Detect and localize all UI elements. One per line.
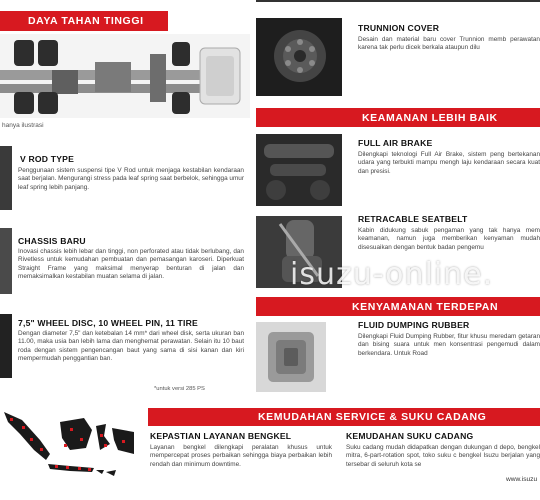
service-banner <box>148 408 540 426</box>
rubber-photo <box>256 322 326 392</box>
durability-banner <box>0 11 168 31</box>
seatbelt-title: RETRACABLE SEATBELT <box>358 214 468 224</box>
service-title: KEPASTIAN LAYANAN BENGKEL <box>150 431 292 441</box>
wheel-title: 7,5" WHEEL DISC, 10 WHEEL PIN, 11 TIRE <box>18 318 198 328</box>
chassis-illustration <box>0 34 250 118</box>
trunnion-body: Desain dan material baru cover Trunnion memb perawatan karena tak perlu dicek berkala ataupun dilu <box>358 36 540 52</box>
air-brake-body: Dilengkapi teknologi Full Air Brake, sistem peng bertekanan udara yang terbukti mampu mengh laju kendaraan secara kuat dan presisi. <box>358 151 540 175</box>
safety-banner-title: KEAMANAN LEBIH BAIK <box>362 111 498 124</box>
wheel-body: Dengan diameter 7,5" dan ketebalan 14 mm* dari wheel disk, serta ukuran ban 11.00, maka usia ban lebih lama dan menghemat perawatan. Selain itu 10 baut roda dengan sistem pengencangan baut yang sama di sisi kanan dan kiri mempermudah penggantian ban. <box>18 330 244 362</box>
seatbelt-body: Kabin didukung sabuk pengaman yang tak hanya mem keamanan, namun juga memberikan kenyaman mudah disesuaikan dengan bentuk badan pengemu <box>358 227 540 251</box>
rubber-body: Dilengkapi Fluid Dumping Rubber, fitur khusu meredam getaran dan bising suara untuk men konsentrasi pengemudi dalam berkendara. Untuk Road <box>358 333 540 357</box>
service-banner-title: KEMUDAHAN SERVICE & SUKU CADANG <box>258 411 487 423</box>
parts-body: Suku cadang mudah didapatkan dengan dukungan d depo, bengkel mitra, 6-part-rotation spot, toko suku c bengkel Isuzu berjalan yang tersebar di seluruh kota se <box>346 444 540 468</box>
website-link[interactable]: www.isuzu <box>506 476 538 483</box>
chassis-title: CHASSIS BARU <box>18 236 86 246</box>
air-brake-title: FULL AIR BRAKE <box>358 138 433 148</box>
comfort-banner-title: KENYAMANAN TERDEPAN <box>352 300 499 313</box>
wheel-photo <box>0 314 12 378</box>
v-rod-title: V ROD TYPE <box>20 154 75 164</box>
chassis-body: Inovasi chassis lebih lebar dan tinggi, non perforated atau tidak berlubang, dan Rivetless untuk kemudahan pembuatan dan pemasangan karoseri. Diperkuat Straight Frame yang maksimal menyerap benturan di jalan dan memaksimalkan kestabilan muatan selama di jalan. <box>18 248 244 280</box>
trunnion-photo <box>256 18 342 96</box>
top-divider <box>256 0 540 2</box>
air-brake-photo <box>256 134 342 206</box>
comfort-banner <box>256 297 540 316</box>
chassis-photo <box>0 228 12 294</box>
wheel-footnote: *untuk versi 285 PS <box>154 386 205 392</box>
v-rod-body: Penggunaan sistem suspensi tipe V Rod untuk menjaga kestabilan kendaraan saat berjalan. Mengurangi stress pada leaf spring saat berbelok, sehingga umur leaf spring lebih panjang. <box>18 167 244 191</box>
trunnion-title: TRUNNION COVER <box>358 23 440 33</box>
service-body: Layanan bengkel dilengkapi peralatan khusus untuk mempercepat proses perbaikan sehingga biaya perbaikan lebih rendah dan minimum downtime. <box>150 444 332 468</box>
safety-banner <box>256 108 540 127</box>
parts-title: KEMUDAHAN SUKU CADANG <box>346 431 474 441</box>
rubber-title: FLUID DUMPING RUBBER <box>358 320 470 330</box>
chassis-caption: hanya ilustrasi <box>2 122 44 129</box>
indonesia-map <box>0 404 136 496</box>
watermark: isuzu-online. <box>290 257 494 292</box>
durability-banner-title: DAYA TAHAN TINGGI <box>28 15 144 27</box>
v-rod-photo <box>0 146 12 210</box>
